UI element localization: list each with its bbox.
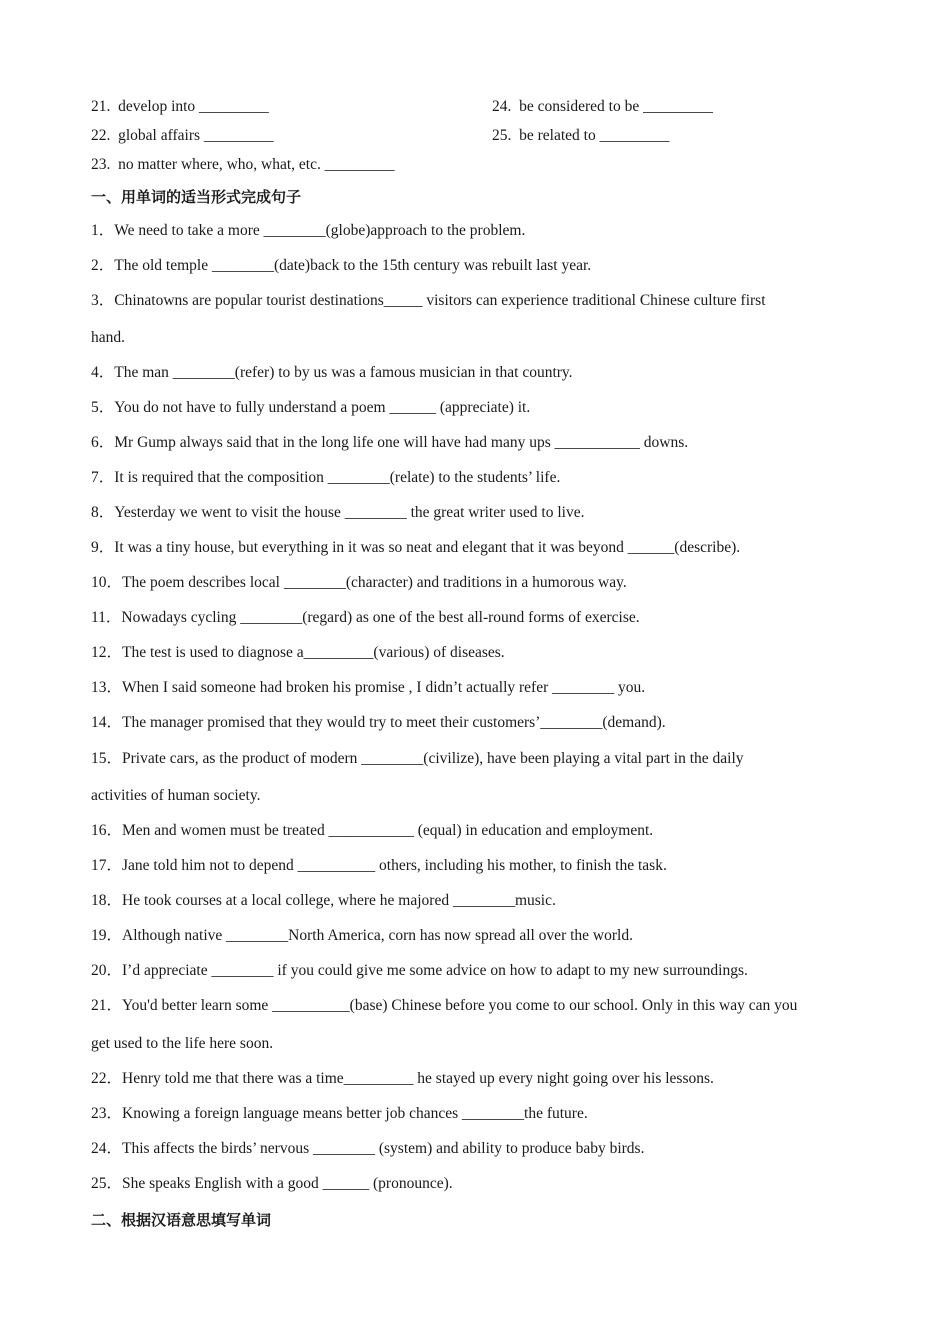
question-11: 11．Nowadays cycling ________(regard) as one of the best all-round forms of exercise.: [91, 609, 640, 626]
question-1: 1．We need to take a more ________(globe)approach to the problem.: [91, 222, 526, 239]
question-25: 25．She speaks English with a good ______ (pronounce).: [91, 1175, 453, 1192]
question-15: 15．Private cars, as the product of modern ________(civilize), have been playing a vital part in the daily: [91, 750, 744, 767]
section-1-heading: 一、用单词的适当形式完成句子: [91, 188, 302, 206]
question-3: 3．Chinatowns are popular tourist destinations_____ visitors can experience traditional Chinese culture first: [91, 292, 766, 309]
question-9: 9．It was a tiny house, but everything in it was so neat and elegant that it was beyond ______(describe).: [91, 539, 741, 556]
question-21-continued: get used to the life here soon.: [91, 1035, 274, 1052]
question-5: 5．You do not have to fully understand a poem ______ (appreciate) it.: [91, 399, 531, 416]
top-item-21: 21. develop into _________: [91, 98, 269, 115]
question-8: 8．Yesterday we went to visit the house ________ the great writer used to live.: [91, 504, 585, 521]
question-16: 16．Men and women must be treated ___________ (equal) in education and employment.: [91, 822, 654, 839]
top-item-25: 25. be related to _________: [492, 127, 670, 144]
section-2-heading: 二、根据汉语意思填写单词: [91, 1211, 272, 1229]
question-19: 19．Although native ________North America, corn has now spread all over the world.: [91, 927, 633, 944]
question-21: 21．You'd better learn some __________(base) Chinese before you come to our school. Only in this way can you: [91, 997, 798, 1014]
question-18: 18．He took courses at a local college, where he majored ________music.: [91, 892, 556, 909]
top-item-24: 24. be considered to be _________: [492, 98, 713, 115]
question-2: 2．The old temple ________(date)back to the 15th century was rebuilt last year.: [91, 257, 592, 274]
question-12: 12．The test is used to diagnose a_________(various) of diseases.: [91, 644, 505, 661]
question-6: 6．Mr Gump always said that in the long life one will have had many ups ___________ downs.: [91, 434, 689, 451]
question-14: 14．The manager promised that they would try to meet their customers’________(demand).: [91, 714, 666, 731]
question-10: 10．The poem describes local ________(character) and traditions in a humorous way.: [91, 574, 627, 591]
question-17: 17．Jane told him not to depend __________ others, including his mother, to finish the task.: [91, 857, 667, 874]
question-24: 24．This affects the birds’ nervous ________ (system) and ability to produce baby birds.: [91, 1140, 645, 1157]
top-item-22: 22. global affairs _________: [91, 127, 274, 144]
question-20: 20．I’d appreciate ________ if you could give me some advice on how to adapt to my new surroundings.: [91, 962, 748, 979]
question-4: 4．The man ________(refer) to by us was a famous musician in that country.: [91, 364, 573, 381]
question-13: 13．When I said someone had broken his promise , I didn’t actually refer ________ you.: [91, 679, 646, 696]
question-22: 22．Henry told me that there was a time_________ he stayed up every night going over his lessons.: [91, 1070, 714, 1087]
question-3-continued: hand.: [91, 329, 126, 346]
question-7: 7．It is required that the composition ________(relate) to the students’ life.: [91, 469, 561, 486]
top-item-23: 23. no matter where, who, what, etc. _________: [91, 156, 395, 173]
question-15-continued: activities of human society.: [91, 787, 261, 804]
question-23: 23．Knowing a foreign language means better job chances ________the future.: [91, 1105, 588, 1122]
